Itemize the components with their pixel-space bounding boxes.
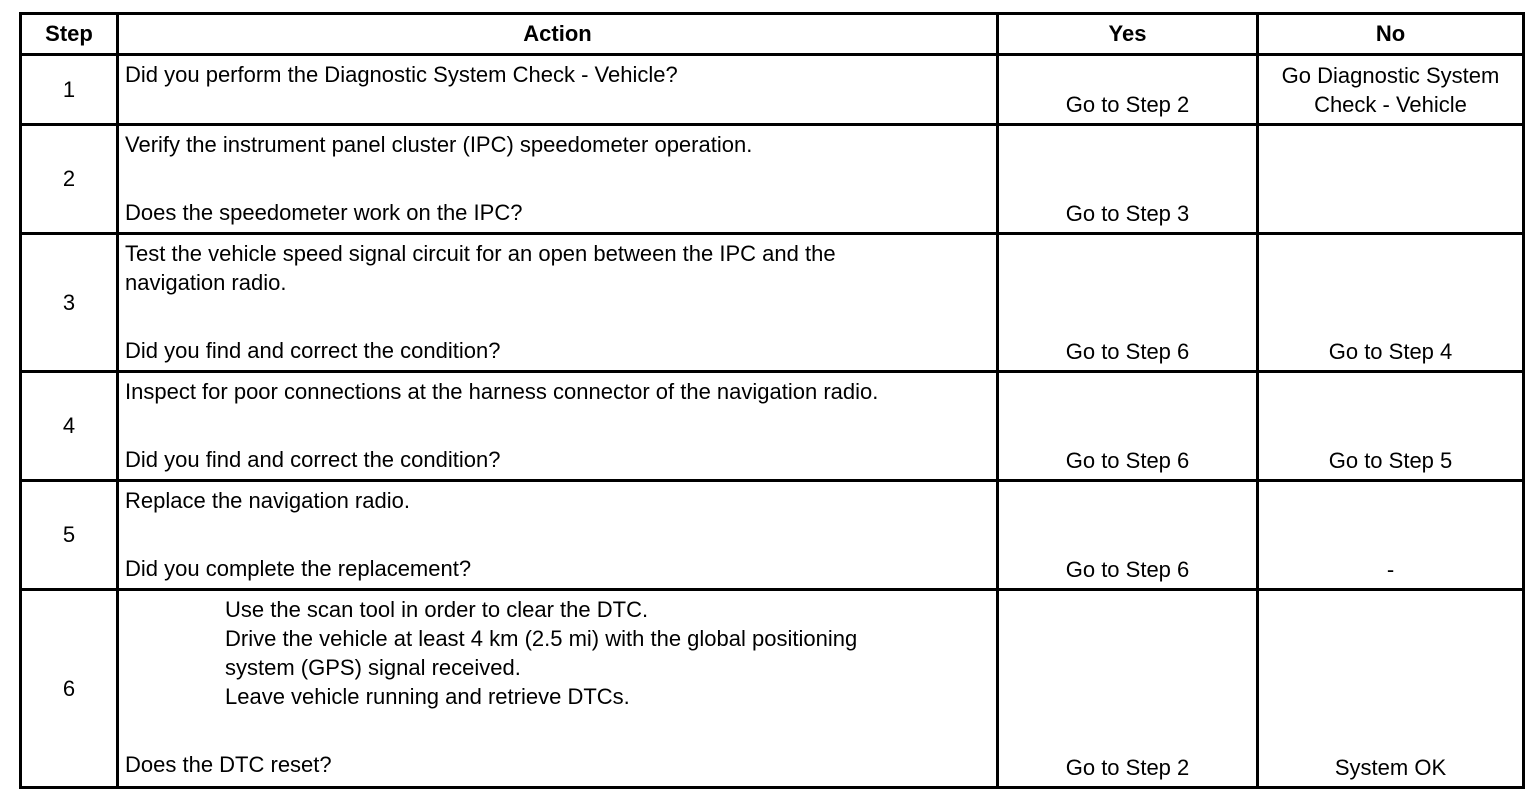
action-list-item: Use the scan tool in order to clear the DTC. [225,597,649,622]
action-text: Verify the instrument panel cluster (IPC) speedometer operation. [125,132,753,157]
header-no: No [1259,15,1522,56]
action-list [125,595,990,711]
action-question: Does the DTC reset? [125,752,332,777]
header-action: Action [119,15,999,56]
action-list-item: Leave vehicle running and retrieve DTCs. [225,684,630,709]
table-row [22,126,1522,235]
no-text: Check - Vehicle [1314,92,1467,117]
action-cell [119,373,999,482]
no-cell: Go to Step 4 [1259,235,1522,373]
step-number: 5 [22,482,119,591]
yes-cell: Go to Step 3 [999,126,1259,235]
action-cell [119,235,999,373]
step-number: 1 [22,56,119,126]
step-number: 6 [22,591,119,786]
diagnostic-table [19,12,1525,789]
table-row [22,482,1522,591]
yes-cell: Go to Step 2 [999,591,1259,786]
no-text: Go Diagnostic System [1281,63,1500,88]
action-text: Inspect for poor connections at the harness connector of the navigation radio. [125,379,879,404]
action-question: Did you find and correct the condition? [125,447,501,472]
yes-cell: Go to Step 6 [999,373,1259,482]
header-row [22,15,1522,56]
action-cell [119,591,999,786]
action-question: Does the speedometer work on the IPC? [125,200,523,225]
step-number: 2 [22,126,119,235]
action-cell [119,126,999,235]
table-row [22,373,1522,482]
action-list-item: Drive the vehicle at least 4 km (2.5 mi) with the global positioning [225,626,858,651]
step-number: 3 [22,235,119,373]
header-yes: Yes [999,15,1259,56]
no-cell [1259,126,1522,235]
no-cell: System OK [1334,755,1447,780]
action-question: Did you complete the replacement? [125,556,472,581]
no-cell [1259,56,1522,126]
action-list-item: system (GPS) signal received. [225,655,521,680]
yes-cell: Go to Step 2 [999,56,1259,126]
action-text: navigation radio. [125,270,287,295]
action-question: Did you find and correct the condition? [125,338,501,363]
action-text: Replace the navigation radio. [125,488,410,513]
action-cell [119,56,999,126]
action-cell [119,482,999,591]
step-number: 4 [22,373,119,482]
action-text: Did you perform the Diagnostic System Check - Vehicle? [125,62,678,87]
yes-cell: Go to Step 6 [999,482,1259,591]
no-cell: Go to Step 5 [1259,373,1522,482]
table-row [22,235,1522,373]
table-row [22,591,1522,786]
header-step: Step [22,15,119,56]
yes-cell: Go to Step 6 [999,235,1259,373]
no-cell: - [1259,482,1522,591]
table-row [22,56,1522,126]
action-text: Test the vehicle speed signal circuit for an open between the IPC and the [125,241,836,266]
